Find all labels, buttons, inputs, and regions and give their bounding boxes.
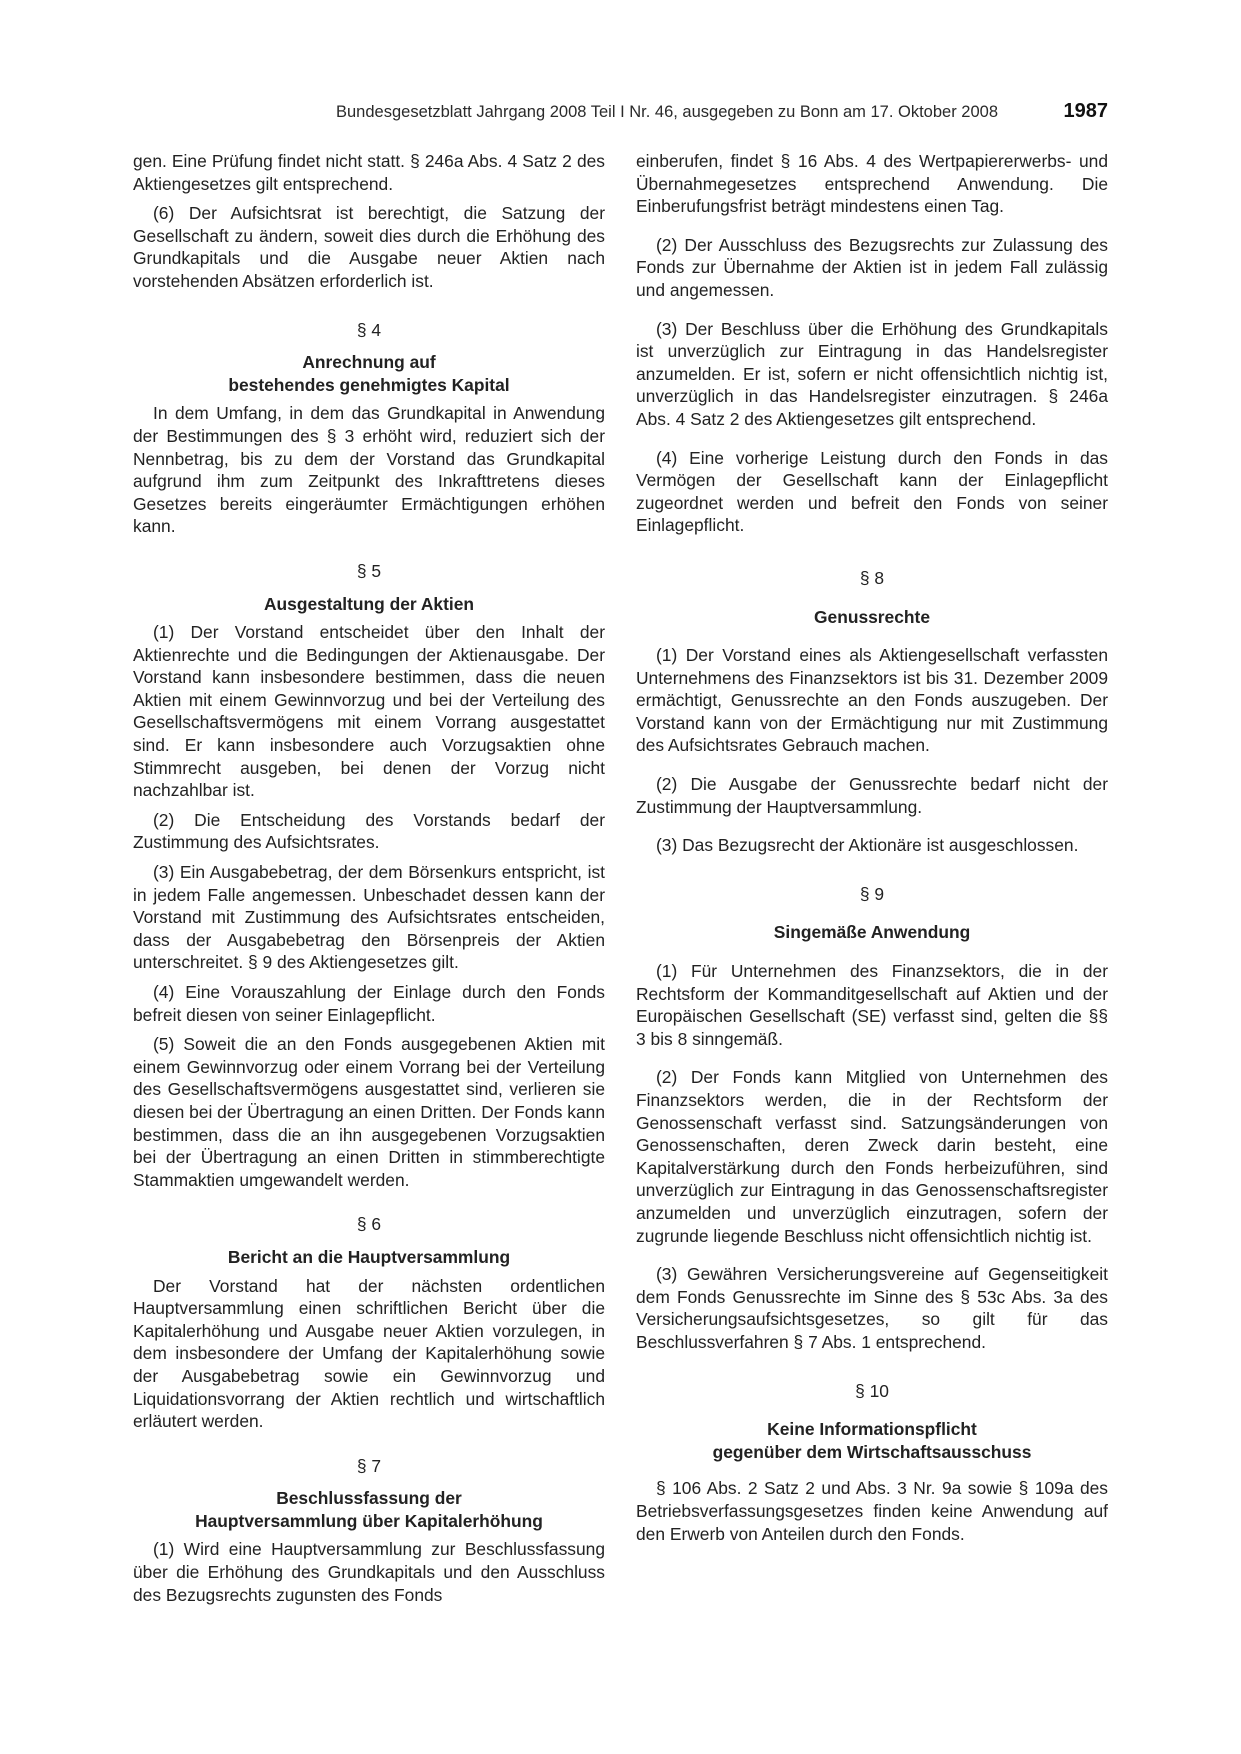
right-column [636, 150, 1108, 1552]
section-title-line: Hauptversammlung über Kapitalerhöhung [195, 1510, 543, 1531]
paragraph: (2) Die Ausgabe der Genussrechte bedarf nicht der Zustimmung der Hauptversammlung. [636, 774, 1108, 817]
section-number: § 6 [356, 1214, 382, 1235]
section-title [636, 1418, 1108, 1463]
paragraph: (3) Gewähren Versicherungsvereine auf Gegenseitigkeit dem Fonds Genussrechte im Sinne des § 53c Abs. 3a des Versicherungsaufsichtsgesetzes, so gilt für das Beschlussverfahren § 7 Abs. 1 entsprechend. [636, 1264, 1108, 1352]
paragraph: (3) Ein Ausgabebetrag, der dem Börsenkurs entspricht, ist in jedem Falle angemessen. Unbeschadet dessen kann der Vorstand mit Zustimmung des Aufsichtsrates entscheiden, dass der Ausgabebetrag den Börsenpreis der Aktien unterschreitet. § 9 des Aktiengesetzes gilt. [133, 862, 605, 973]
paragraph: (2) Die Entscheidung des Vorstands bedarf der Zustimmung des Aufsichtsrates. [133, 809, 605, 853]
page-number: 1987 [1063, 100, 1108, 122]
section-title [133, 1487, 605, 1532]
section-title: Bericht an die Hauptversammlung [227, 1246, 511, 1267]
section-number: § 7 [356, 1455, 382, 1476]
paragraph: (2) Der Ausschluss des Bezugsrechts zur Zulassung des Fonds zur Übernahme der Aktien ist in jedem Fall zulässig und angemessen. [636, 234, 1108, 300]
paragraph: (4) Eine vorherige Leistung durch den Fonds in das Vermögen der Gesellschaft kann der Einlagepflicht zugeordnet werden und befreit den Fonds von seiner Einlagepflicht. [636, 447, 1108, 536]
left-column [133, 150, 605, 1613]
paragraph: In dem Umfang, in dem das Grundkapital in Anwendung der Bestimmungen des § 3 erhöht wird, reduziert sich der Nennbetrag, bis zu dem der Vorstand das Grundkapital aufgrund ihm zum Zeitpunkt des Inkrafttretens dieses Gesetzes bereits eingeräumter Ermächtigungen erhöhen kann. [133, 403, 605, 537]
section-number: § 10 [855, 1380, 889, 1401]
paragraph: Der Vorstand hat der nächsten ordentlichen Hauptversammlung einen schriftlichen Bericht über die Kapitalerhöhung und Ausgabe neuer Aktien vorzulegen, in dem insbesondere der Umfang der Kapitalerhöhung sowie der Ausgabebetrag sowie ein Gewinnvorzug und Liquidationsvorrang der Aktien rechtlich und wirtschaftlich erläutert werden. [133, 1275, 605, 1432]
paragraph: (5) Soweit die an den Fonds ausgegebenen Aktien mit einem Gewinnvorzug oder einem Vorrang bei der Verteilung des Gesellschaftsvermögens ausgestattet sind, verlieren sie diesen bei der Übertragung an einen Dritten. Der Fonds kann bestimmen, dass die an ihn ausgegebenen Vorzugsaktien bei der Übertragung an einen Dritten in stimmberechtigte Stammaktien umgewandelt werden. [133, 1034, 605, 1190]
paragraph: (4) Eine Vorauszahlung der Einlage durch den Fonds befreit diesen von seiner Einlagepflicht. [133, 982, 605, 1025]
section-title: Ausgestaltung der Aktien [263, 593, 474, 614]
paragraph: (3) Das Bezugsrecht der Aktionäre ist ausgeschlossen. [656, 835, 1079, 856]
paragraph: (6) Der Aufsichtsrat ist berechtigt, die Satzung der Gesellschaft zu ändern, soweit dies durch die Erhöhung des Grundkapitals und die Ausgabe neuer Aktien nach vorstehenden Absätzen erforderlich ist. [133, 203, 605, 291]
paragraph: (3) Der Beschluss über die Erhöhung des Grundkapitals ist unverzüglich zur Eintragung in das Handelsregister anzumelden. Er ist, sofern er nicht offensichtlich nichtig ist, unverzüglich in das Handelsregister einzutragen. § 246a Abs. 4 Satz 2 des Aktiengesetzes gilt entsprechend. [636, 318, 1108, 429]
paragraph: (1) Der Vorstand eines als Aktiengesellschaft verfassten Unternehmens des Finanzsektors ist bis 31. Dezember 2009 ermächtigt, Genussrechte an den Fonds auszugeben. Der Vorstand kann von der Ermächtigung nur mit Zustimmung des Aufsichtsrates Gebrauch machen. [636, 645, 1108, 756]
section-title [133, 351, 605, 396]
section-number: § 9 [859, 883, 885, 904]
page-header [133, 100, 1108, 130]
section-title: Singemäße Anwendung [773, 922, 971, 943]
paragraph: gen. Eine Prüfung findet nicht statt. § 246a Abs. 4 Satz 2 des Aktiengesetzes gilt entsprechend. [133, 151, 605, 194]
section-title-line: bestehendes genehmigtes Kapital [228, 374, 510, 395]
paragraph: § 106 Abs. 2 Satz 2 und Abs. 3 Nr. 9a sowie § 109a des Betriebsverfassungsgesetzes finden keine Anwendung auf den Erwerb von Anteilen durch den Fonds. [636, 1478, 1108, 1544]
section-title-line: gegenüber dem Wirtschaftsausschuss [712, 1441, 1032, 1462]
section-number: § 4 [356, 319, 382, 340]
journal-line: Bundesgesetzblatt Jahrgang 2008 Teil I Nr. 46, ausgegeben zu Bonn am 17. Oktober 2008 [336, 103, 998, 121]
paragraph: (1) Für Unternehmen des Finanzsektors, die in der Rechtsform der Kommanditgesellschaft auf Aktien und der Europäischen Gesellschaft (SE) verfasst sind, gelten die §§ 3 bis 8 sinngemäß. [636, 961, 1108, 1049]
section-title-line: Beschlussfassung der [276, 1488, 462, 1509]
section-title-line: Anrechnung auf [302, 352, 436, 373]
paragraph: (1) Der Vorstand entscheidet über den Inhalt der Aktienrechte und die Bedingungen der Aktienausgabe. Der Vorstand kann insbesondere bestimmen, dass die neuen Aktien mit einem Gewinnvorzug und bei der Verteilung des Gesellschaftsvermögens mit einem Vorrang ausgestattet sind. Er kann insbesondere auch Vorzugsaktien ohne Stimmrecht ausgeben, bei denen der Vorzug nicht nachzahlbar ist. [133, 622, 605, 801]
paragraph: (1) Wird eine Hauptversammlung zur Beschlussfassung über die Erhöhung des Grundkapitals und den Ausschluss des Bezugsrechts zugunsten des Fonds [133, 1539, 605, 1605]
section-title-line: Keine Informationspflicht [767, 1419, 977, 1440]
paragraph: (2) Der Fonds kann Mitglied von Unternehmen des Finanzsektors werden, die in der Rechtsform der Genossenschaft verfasst sind. Satzungsänderungen von Genossenschaften, deren Zweck darin besteht, eine Kapitalverstärkung durch den Fonds herbeizuführen, sind unverzüglich zur Eintragung in das Genossenschaftsregister anzumelden und unverzüglich einzutragen, sofern der zugrunde liegende Beschluss nicht offensichtlich nichtig ist. [636, 1067, 1108, 1246]
section-number: § 8 [859, 567, 885, 588]
section-title: Genussrechte [814, 606, 930, 627]
section-number: § 5 [356, 560, 382, 581]
paragraph: einberufen, findet § 16 Abs. 4 des Wertpapiererwerbs- und Übernahmegesetzes entsprechend Anwendung. Die Einberufungsfrist beträgt mindestens einen Tag. [636, 151, 1108, 217]
